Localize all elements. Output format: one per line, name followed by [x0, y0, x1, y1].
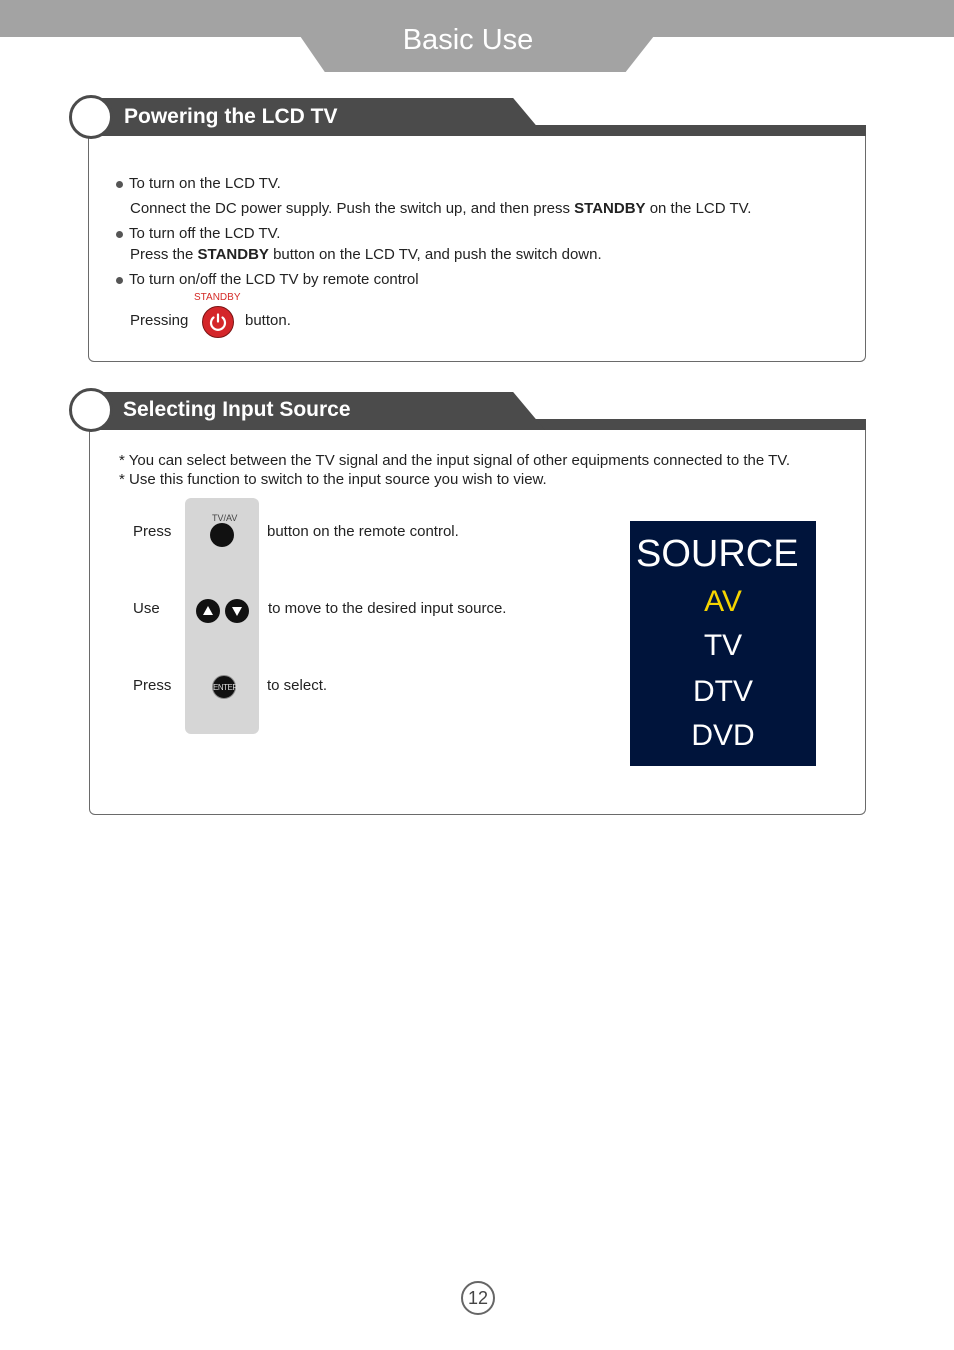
remote-heading: To turn on/off the LCD TV by remote control — [116, 271, 419, 289]
down-arrow-button — [225, 599, 249, 623]
down-arrow-icon — [225, 599, 249, 623]
page-number: 12 — [461, 1281, 495, 1315]
step-3-verb: Press — [133, 677, 172, 694]
input-source-section-circle — [69, 388, 113, 432]
power-icon — [202, 306, 234, 338]
osd-item-tv: TV — [703, 629, 743, 662]
turn-on-text: Connect the DC power supply. Push the switch up, and then press STANDBY on the LCD TV. — [130, 200, 752, 217]
step-2-text: to move to the desired input source. — [268, 600, 507, 617]
pressing-label: Pressing — [130, 312, 189, 329]
up-arrow-button — [196, 599, 220, 623]
input-note-2: * Use this function to switch to the input source you wish to view. — [119, 471, 547, 488]
up-arrow-icon — [196, 599, 220, 623]
turn-off-text: Press the STANDBY button on the LCD TV, and push the switch down. — [130, 246, 602, 263]
step-3-text: to select. — [267, 677, 328, 694]
powering-section-strip — [500, 125, 866, 136]
osd-item-av: AV — [704, 585, 742, 618]
osd-title: SOURCE — [636, 533, 799, 575]
button-word: button. — [245, 312, 291, 329]
enter-label: ENTER — [213, 683, 238, 692]
powering-section-circle — [69, 95, 113, 139]
step-1-text: button on the remote control. — [267, 523, 459, 540]
osd-item-dvd: DVD — [691, 719, 755, 752]
enter-button — [212, 675, 236, 699]
step-2-verb: Use — [133, 600, 160, 617]
standby-button — [202, 306, 234, 338]
powering-section-title: Powering the LCD TV — [124, 105, 338, 128]
turn-on-heading: To turn on the LCD TV. — [116, 175, 281, 193]
osd-item-dtv: DTV — [693, 675, 753, 708]
input-source-section-strip — [500, 419, 866, 430]
tvav-label: TV/AV — [212, 513, 238, 523]
turn-off-heading: To turn off the LCD TV. — [116, 225, 280, 243]
input-source-section-title: Selecting Input Source — [123, 398, 351, 421]
source-osd-menu — [630, 521, 816, 766]
standby-label: STANDBY — [194, 292, 241, 303]
page-title: Basic Use — [402, 24, 534, 56]
input-note-1: * You can select between the TV signal and the input signal of other equipments connected to the TV. — [119, 452, 791, 469]
tvav-button — [210, 523, 234, 547]
step-1-verb: Press — [133, 523, 172, 540]
